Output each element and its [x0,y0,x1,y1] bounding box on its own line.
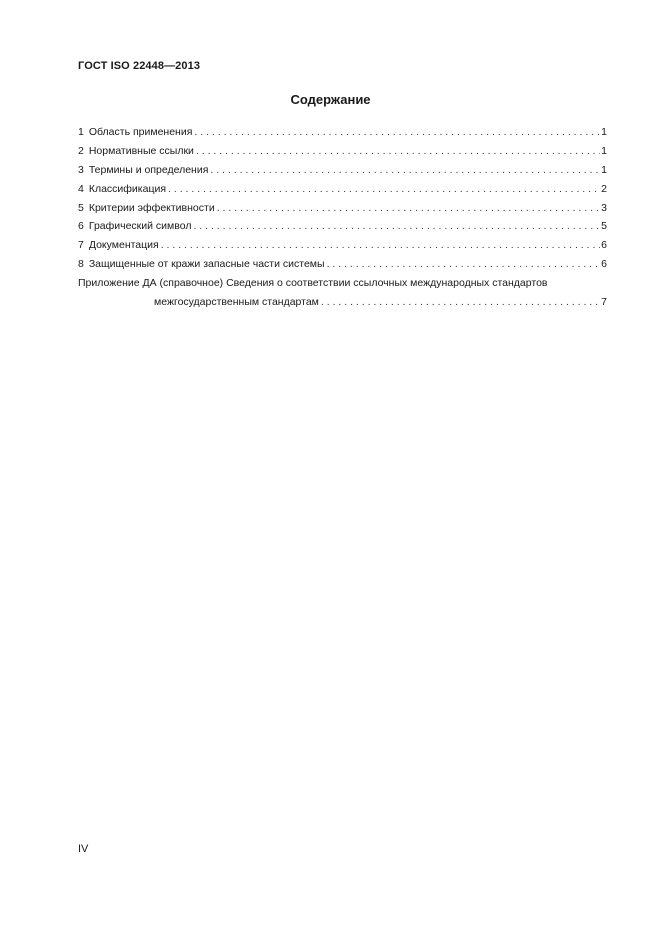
toc-entry-number: 1 [78,126,84,138]
toc-entry-page: 3 [601,201,607,214]
toc-entry-label: Термины и определения [88,163,209,176]
toc-entry-number: 8 [78,258,84,271]
toc-entry-1[interactable] [78,123,607,142]
dot-leader [194,123,600,142]
toc-appendix-label: межгосударственным стандартам [154,296,319,309]
table-of-contents [78,123,607,312]
toc-entry-number: 6 [78,220,84,233]
toc-entry-3[interactable] [78,161,607,180]
toc-entry-page: 6 [601,239,607,252]
dot-leader [217,199,600,218]
toc-entry-number: 3 [78,163,84,176]
toc-entry-6[interactable] [78,217,607,236]
dot-leader [210,161,600,180]
toc-entry-page: 6 [601,258,607,271]
dot-leader [321,293,600,312]
toc-entry-page: 1 [601,126,607,138]
page-number: IV [78,843,89,855]
toc-entry-8[interactable] [78,255,607,274]
dot-leader [196,142,600,161]
toc-appendix-heading[interactable]: Приложение ДА (справочное) Сведения о соответствии ссылочных международных стандартов [78,277,548,290]
toc-entry-label: Критерии эффективности [88,201,215,214]
toc-entry-label: Документация [88,239,159,252]
toc-entry-number: 5 [78,201,84,214]
toc-entry-label: Классификация [88,182,167,195]
toc-entry-7[interactable] [78,236,607,255]
toc-entry-label: Защищенные от кражи запасные части системы [88,258,325,271]
toc-entry-label: Область применения [88,126,193,138]
toc-entry-number: 4 [78,182,84,195]
toc-entry-label: Графический символ [88,220,192,233]
toc-entry-page: 1 [601,144,607,157]
toc-entry-5[interactable] [78,199,607,218]
dot-leader [161,236,600,255]
toc-entry-page: 7 [601,296,607,309]
toc-entry-page: 5 [601,220,607,233]
dot-leader [193,217,600,236]
dot-leader [168,180,600,199]
document-designation: ГОСТ ISO 22448—2013 [78,60,201,72]
toc-appendix-entry[interactable] [78,293,607,312]
toc-entry-2[interactable] [78,142,607,161]
toc-entry-number: 2 [78,144,84,157]
toc-entry-page: 2 [601,182,607,195]
toc-entry-page: 1 [601,163,607,176]
dot-leader [327,255,601,274]
toc-entry-4[interactable] [78,180,607,199]
toc-title: Содержание [290,92,371,107]
toc-entry-number: 7 [78,239,84,252]
toc-entry-label: Нормативные ссылки [88,144,194,157]
